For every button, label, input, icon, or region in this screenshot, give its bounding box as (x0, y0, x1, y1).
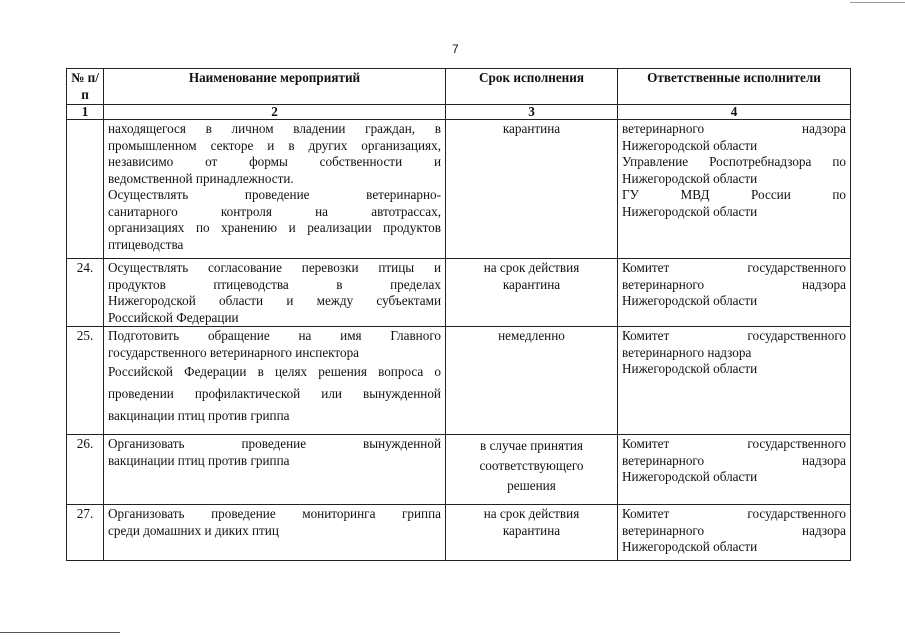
row-number (67, 120, 104, 259)
responsible-cell-line: Нижегородской области (622, 170, 758, 186)
responsible-cell-line: ветеринарного надзора (622, 121, 846, 136)
measure-cell-line: санитарного контроля на автотрассах, (108, 203, 441, 219)
deadline-cell (446, 505, 618, 561)
table-row (67, 505, 851, 561)
header-responsible: Ответственные исполнители (618, 69, 851, 105)
responsible-cell-line: Нижегородской области (622, 539, 758, 554)
measure-cell-line: вакцинации птиц против гриппа (108, 452, 290, 468)
responsible-cell-line: Нижегородской области (622, 137, 758, 153)
column-index-2: 2 (104, 105, 446, 120)
responsible-cell-line: Нижегородской области (622, 293, 758, 308)
measure-cell (104, 327, 446, 435)
measure-cell-line: Нижегородской области и между субъектами (108, 293, 441, 308)
measure-cell-line: независимо от формы собственности и (108, 154, 441, 169)
measure-cell-line: Осуществлять согласование перевозки птицы и (108, 260, 441, 275)
measure-cell-line: организациях по хранению и реализации продуктов (108, 220, 441, 235)
measure-cell-line: проведении профилактической или вынужденной (108, 386, 441, 401)
table-body (67, 120, 851, 561)
header-deadline: Срок исполнения (446, 69, 618, 105)
deadline-cell (446, 435, 618, 505)
measures-table (66, 68, 851, 561)
responsible-cell (618, 435, 851, 505)
deadline-cell-line: карантина (502, 121, 561, 136)
measure-cell (104, 120, 446, 259)
responsible-cell-line: ветеринарного надзора (622, 276, 846, 292)
deadline-cell-line: на срок действия (483, 260, 580, 275)
responsible-cell-line: ветеринарного надзора (622, 452, 846, 468)
responsible-cell (618, 505, 851, 561)
responsible-cell (618, 327, 851, 435)
responsible-cell-line: Комитет государственного (622, 506, 846, 521)
column-index-4: 4 (618, 105, 851, 120)
responsible-cell-line: Комитет государственного (622, 436, 846, 451)
column-index-3: 3 (446, 105, 618, 120)
measure-cell-line: Организовать проведение вынужденной (108, 436, 441, 451)
page-number: 7 (452, 42, 459, 56)
measure-cell-line: государственного ветеринарного инспектора (108, 344, 360, 360)
row-number: 27. (67, 505, 104, 561)
measure-cell-line: Подготовить обращение на имя Главного (108, 328, 441, 343)
responsible-cell-line: Нижегородской области (622, 203, 758, 219)
deadline-cell (446, 259, 618, 327)
measure-cell (104, 435, 446, 505)
row-number: 26. (67, 435, 104, 505)
header-num: № п/п (67, 69, 104, 105)
measure-cell (104, 259, 446, 327)
measure-cell-line: промышленном секторе и в других организациях, (108, 137, 441, 153)
measure-cell-line: птицеводства (108, 236, 184, 252)
measure-cell-line: находящегося в личном владении граждан, в (108, 121, 441, 136)
responsible-cell (618, 259, 851, 327)
measure-cell-line: Осуществлять проведение ветеринарно- (108, 187, 441, 202)
scan-edge-line (850, 2, 905, 3)
table-row (67, 120, 851, 259)
deadline-cell-line: немедленно (498, 328, 565, 343)
row-number: 24. (67, 259, 104, 327)
measure-cell-line: Российской Федерации в целях решения вопроса о (108, 364, 441, 379)
responsible-cell-line: Нижегородской области (622, 361, 758, 376)
scan-edge-line (0, 632, 120, 633)
table-header-row (67, 69, 851, 105)
responsible-cell (618, 120, 851, 259)
deadline-cell (446, 327, 618, 435)
responsible-cell-line: ГУ МВД России по (622, 187, 846, 202)
deadline-cell-line: решения (507, 478, 556, 493)
measure-cell-line: среди домашних и диких птиц (108, 522, 279, 538)
responsible-cell-line: Нижегородской области (622, 469, 758, 484)
measure-cell-line: Российской Федерации (108, 309, 239, 325)
table-row (67, 259, 851, 327)
responsible-cell-line: Управление Роспотребнадзора по (622, 154, 846, 169)
header-measure-name: Наименование мероприятий (104, 69, 446, 105)
responsible-cell-line: Комитет государственного (622, 260, 846, 275)
column-index-1: 1 (67, 105, 104, 120)
measure-cell-line: продуктов птицеводства в пределах (108, 276, 441, 292)
responsible-cell-line: Комитет государственного (622, 328, 846, 343)
row-number: 25. (67, 327, 104, 435)
measure-cell-line: Организовать проведение мониторинга гриппа (108, 506, 441, 521)
deadline-cell-line: на срок действия (483, 506, 580, 521)
deadline-cell-line: соответствующего (479, 458, 584, 473)
deadline-cell-line: карантина (502, 522, 561, 538)
table-row (67, 435, 851, 505)
measure-cell-line: вакцинации птиц против гриппа (108, 408, 290, 423)
measure-cell (104, 505, 446, 561)
measure-cell-line: ведомственной принадлежности. (108, 170, 294, 186)
deadline-cell (446, 120, 618, 259)
deadline-cell-line: в случае принятия (480, 438, 583, 453)
table-row (67, 327, 851, 435)
deadline-cell-line: карантина (502, 276, 561, 292)
column-index-row (67, 105, 851, 120)
responsible-cell-line: ветеринарного надзора (622, 344, 752, 360)
responsible-cell-line: ветеринарного надзора (622, 522, 846, 538)
